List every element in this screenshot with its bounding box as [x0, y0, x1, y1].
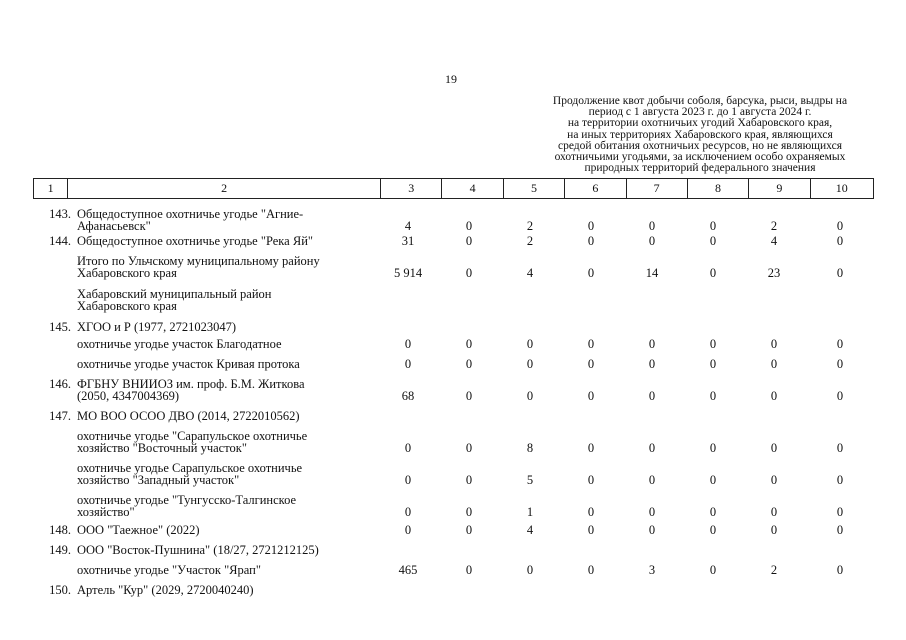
- row-name-line: охотничье угодье "Сарапульское охотничье: [77, 429, 308, 443]
- row-value: 0: [587, 441, 595, 455]
- row-name: [77, 208, 377, 232]
- caption-line: период с 1 августа 2023 г. до 1 августа 2024 г.: [588, 106, 812, 119]
- row-value: 0: [465, 266, 473, 280]
- caption-line: на территории охотничьих угодий Хабаровского края,: [567, 117, 833, 130]
- row-value: 2: [770, 219, 778, 233]
- row-name: [77, 235, 377, 247]
- row-value: 465: [398, 563, 418, 577]
- column-header: 4: [442, 179, 503, 199]
- row-value: 0: [648, 505, 656, 519]
- row-value: 0: [709, 357, 717, 371]
- row-number: 149.: [49, 543, 71, 557]
- row-name: [77, 564, 377, 576]
- row-value: 0: [770, 389, 778, 403]
- row-name: [77, 524, 377, 536]
- row-name: [77, 338, 377, 350]
- caption-line: Продолжение квот добычи соболя, барсука, рыси, выдры на: [552, 95, 848, 107]
- row-number: 146.: [49, 377, 71, 391]
- row-value: 0: [709, 441, 717, 455]
- row-value: 0: [770, 523, 778, 537]
- row-value: 0: [526, 337, 534, 351]
- column-header: 7: [626, 179, 687, 199]
- row-value: 0: [836, 441, 844, 455]
- row-value: 0: [709, 219, 717, 233]
- row-value: 0: [587, 219, 595, 233]
- row-name-line: Общедоступное охотничье угодье "Река Яй": [77, 234, 313, 248]
- row-value: 0: [587, 266, 595, 280]
- row-value: 8: [526, 441, 534, 455]
- row-value: 31: [401, 234, 415, 248]
- row-name: [77, 430, 377, 454]
- column-header-table: [33, 178, 874, 199]
- row-value: 2: [526, 234, 534, 248]
- caption-line: природных территорий федерального значения: [584, 162, 816, 175]
- caption-line: на иных территориях Хабаровского края, являющихся: [567, 128, 833, 141]
- row-value: 0: [648, 337, 656, 351]
- row-value: 0: [709, 505, 717, 519]
- row-name-line: хозяйство "Восточный участок": [77, 441, 247, 455]
- row-value: 0: [836, 357, 844, 371]
- row-value: 4: [770, 234, 778, 248]
- row-value: 0: [465, 337, 473, 351]
- row-value: 0: [836, 234, 844, 248]
- column-header: 9: [749, 179, 810, 199]
- column-header: 5: [503, 179, 564, 199]
- row-number: 143.: [49, 207, 71, 221]
- row-name: [77, 358, 377, 370]
- row-name: [77, 321, 377, 333]
- row-number: 145.: [49, 320, 71, 334]
- row-value: 4: [404, 219, 412, 233]
- row-name-line: Общедоступное охотничье угодье "Агние-: [77, 207, 304, 221]
- row-number: 148.: [49, 523, 71, 537]
- row-name-line: охотничье угодье "Участок "Ярап": [77, 563, 261, 577]
- row-name-line: ХГОО и Р (1977, 2721023047): [77, 320, 237, 334]
- row-value: 0: [770, 441, 778, 455]
- row-value: 0: [465, 219, 473, 233]
- row-value: 0: [770, 473, 778, 487]
- row-value: 0: [465, 389, 473, 403]
- caption-line: охотничьими угодьями, за исключением особо охраняемых: [554, 151, 846, 164]
- row-value: 0: [404, 473, 412, 487]
- page-number: 19: [445, 72, 457, 86]
- row-name-line: охотничье угодье участок Благодатное: [77, 337, 282, 351]
- row-value: 0: [587, 337, 595, 351]
- row-name-line: Хабаровский муниципальный район: [77, 287, 272, 301]
- caption-line: средой обитания охотничьих ресурсов, но не являющихся: [557, 139, 842, 152]
- row-name: [77, 544, 377, 556]
- row-value: 0: [709, 266, 717, 280]
- row-value: 0: [709, 563, 717, 577]
- row-value: 0: [587, 505, 595, 519]
- row-value: 0: [836, 563, 844, 577]
- row-name-line: (2050, 4347004369): [77, 389, 180, 403]
- column-header: 2: [68, 179, 381, 199]
- row-value: 1: [526, 505, 534, 519]
- row-value: 0: [648, 523, 656, 537]
- row-value: 0: [526, 389, 534, 403]
- row-value: 0: [587, 563, 595, 577]
- row-name-line: охотничье угодье участок Кривая протока: [77, 357, 300, 371]
- row-name-line: МО ВОО ОСОО ДВО (2014, 2722010562): [77, 409, 300, 423]
- row-value: 0: [709, 234, 717, 248]
- row-value: 2: [770, 563, 778, 577]
- row-name: [77, 584, 377, 596]
- row-name: [77, 378, 377, 402]
- row-value: 0: [465, 234, 473, 248]
- row-value: 0: [709, 523, 717, 537]
- row-value: 0: [836, 505, 844, 519]
- row-value: 5: [526, 473, 534, 487]
- row-value: 0: [836, 389, 844, 403]
- row-value: 0: [836, 219, 844, 233]
- row-value: 5 914: [393, 266, 423, 280]
- row-name-line: Артель "Кур" (2029, 2720040240): [77, 583, 254, 597]
- row-value: 0: [526, 357, 534, 371]
- row-value: 4: [526, 266, 534, 280]
- row-name-line: охотничье угодье "Тунгусско-Талгинское: [77, 493, 297, 507]
- row-value: 0: [465, 473, 473, 487]
- row-value: 0: [587, 473, 595, 487]
- row-name: [77, 462, 377, 486]
- row-value: 0: [465, 357, 473, 371]
- row-value: 0: [836, 523, 844, 537]
- row-value: 0: [587, 234, 595, 248]
- row-name: [77, 494, 377, 518]
- column-header: 1: [34, 179, 68, 199]
- row-value: 0: [648, 219, 656, 233]
- row-value: 0: [465, 505, 473, 519]
- row-number: 144.: [49, 234, 71, 248]
- row-value: 3: [648, 563, 656, 577]
- row-value: 2: [526, 219, 534, 233]
- row-name-line: Итого по Ульчскому муниципальному району: [77, 254, 320, 268]
- row-value: 0: [770, 357, 778, 371]
- row-name-line: ФГБНУ ВНИИОЗ им. проф. Б.М. Житкова: [77, 377, 305, 391]
- row-value: 0: [526, 563, 534, 577]
- row-value: 0: [587, 389, 595, 403]
- row-value: 4: [526, 523, 534, 537]
- row-value: 0: [648, 389, 656, 403]
- row-name: [77, 255, 377, 279]
- row-value: 0: [836, 337, 844, 351]
- column-header-row: [34, 179, 874, 199]
- row-value: 0: [404, 523, 412, 537]
- row-value: 0: [404, 505, 412, 519]
- row-value: 0: [648, 234, 656, 248]
- row-value: 0: [709, 473, 717, 487]
- row-value: 0: [770, 337, 778, 351]
- row-value: 0: [770, 505, 778, 519]
- row-value: 0: [404, 441, 412, 455]
- row-value: 0: [465, 523, 473, 537]
- row-name: [77, 410, 377, 422]
- column-header: 10: [810, 179, 873, 199]
- row-number: 147.: [49, 409, 71, 423]
- table-caption: [520, 96, 880, 174]
- row-value: 23: [767, 266, 781, 280]
- row-value: 68: [401, 389, 415, 403]
- row-name: [77, 288, 377, 312]
- column-header: 6: [565, 179, 626, 199]
- row-value: 0: [587, 357, 595, 371]
- row-name-line: ООО "Восток-Пушнина" (18/27, 2721212125): [77, 543, 319, 557]
- row-name-line: охотничье угодье Сарапульское охотничье: [77, 461, 303, 475]
- row-name-line: Хабаровского края: [77, 299, 177, 313]
- row-value: 0: [709, 389, 717, 403]
- row-value: 0: [648, 441, 656, 455]
- row-name-line: хозяйство "Западный участок": [77, 473, 240, 487]
- row-value: 14: [645, 266, 659, 280]
- column-header: 3: [381, 179, 442, 199]
- row-value: 0: [836, 266, 844, 280]
- row-name-line: хозяйство": [77, 505, 135, 519]
- row-value: 0: [648, 473, 656, 487]
- row-value: 0: [404, 357, 412, 371]
- row-number: 150.: [49, 583, 71, 597]
- row-value: 0: [587, 523, 595, 537]
- column-header: 8: [687, 179, 748, 199]
- row-name-line: Хабаровского края: [77, 266, 177, 280]
- row-value: 0: [404, 337, 412, 351]
- row-name-line: Афанасьевск": [77, 219, 151, 233]
- row-value: 0: [465, 441, 473, 455]
- row-value: 0: [709, 337, 717, 351]
- row-name-line: ООО "Таежное" (2022): [77, 523, 200, 537]
- row-value: 0: [465, 563, 473, 577]
- row-value: 0: [836, 473, 844, 487]
- row-value: 0: [648, 357, 656, 371]
